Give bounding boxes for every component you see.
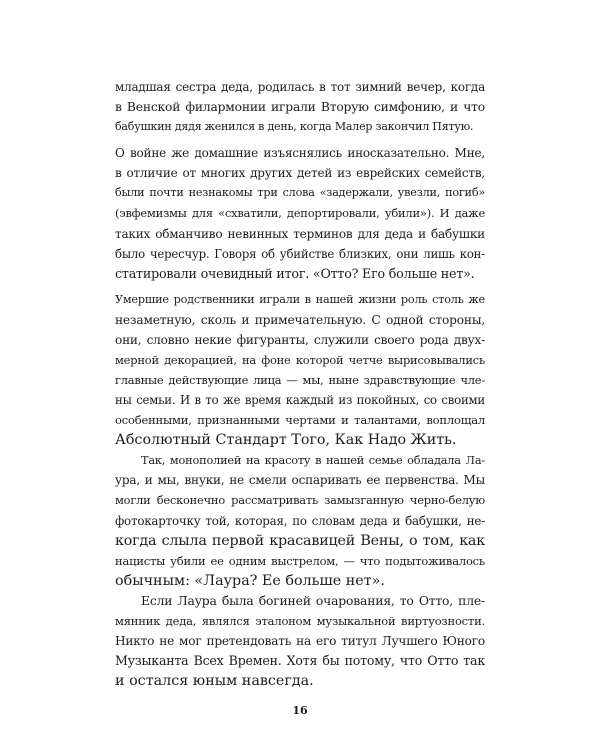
text-line: нацисты убили ее одним выстрелом, — что подытоживалось xyxy=(115,553,485,568)
text-line: статировали очевидный итог. «Отто? Его больше нет». xyxy=(115,265,475,281)
text-line: могли бесконечно рассматривать замызганную черно-белую xyxy=(115,493,485,508)
text-line: фотокарточку той, которая, по словам деда и бабушки, не- xyxy=(115,513,485,528)
text-line: незаметную, сколь и примечательную. С одной стороны, xyxy=(115,312,485,327)
text-line: и остался юным навсегда. xyxy=(115,673,314,689)
text-line: О войне же домашние изъяснялись иносказательно. Мне, xyxy=(115,146,485,161)
text-line: Умершие родственники играли в нашей жизни роль столь же xyxy=(115,292,485,306)
text-line: были почти незнакомы три слова «задержали, увезли, погиб» xyxy=(115,186,485,200)
text-line: младшая сестра деда, родилась в тот зимний вечер, когда xyxy=(115,80,485,94)
text-line: когда слыла первой красавицей Вены, о том, как xyxy=(115,532,485,549)
text-line: бабушкин дядя женился в день, когда Малер закончил Пятую. xyxy=(115,120,474,134)
text-line: обычным: «Лаура? Ее больше нет». xyxy=(115,572,385,589)
text-line: Никто не мог претендовать на его титул Лучшего Юного xyxy=(115,633,485,648)
text-line: мерной декорацией, на фоне которой четче вырисовывались xyxy=(115,352,485,367)
text-line: (эвфемизмы для «схватили, депортировали, убили»). И даже xyxy=(115,206,485,221)
text-line: в отличие от многих других детей из еврейских семейств, xyxy=(115,166,485,181)
text-line: ны семьи. И в то же время каждый из покойных, со своими xyxy=(115,393,485,408)
text-line: Музыканта Всех Времен. Хотя бы потому, что Отто так xyxy=(115,652,485,668)
text-line: ура, и мы, внуки, не смели оспаривать ее первенства. Мы xyxy=(115,473,485,488)
text-line: Если Лаура была богиней очарования, то Отто, пле- xyxy=(141,592,485,608)
text-line: Так, монополией на красоту в нашей семье обладала Ла- xyxy=(141,453,485,468)
text-line: было чересчур. Говоря об убийстве близких, они лишь кон- xyxy=(115,246,485,261)
text-line: они, словно некие фигуранты, служили своего рода двух- xyxy=(115,332,485,347)
text-line: Абсолютный Стандарт Того, Как Надо Жить. xyxy=(115,432,457,449)
text-line: мянник деда, являлся эталоном музыкальной виртуозности. xyxy=(115,613,485,628)
text-line: особенными, признанными чертами и талантами, воплощал xyxy=(115,413,485,428)
page-number: 16 xyxy=(292,704,308,717)
text-line: в Венской филармонии играли Вторую симфонию, и что xyxy=(115,100,485,115)
text-line: таких обманчиво невинных терминов для деда и бабушки xyxy=(115,226,485,241)
text-line: главные действующие лица — мы, ныне здравствующие чле- xyxy=(115,373,485,387)
